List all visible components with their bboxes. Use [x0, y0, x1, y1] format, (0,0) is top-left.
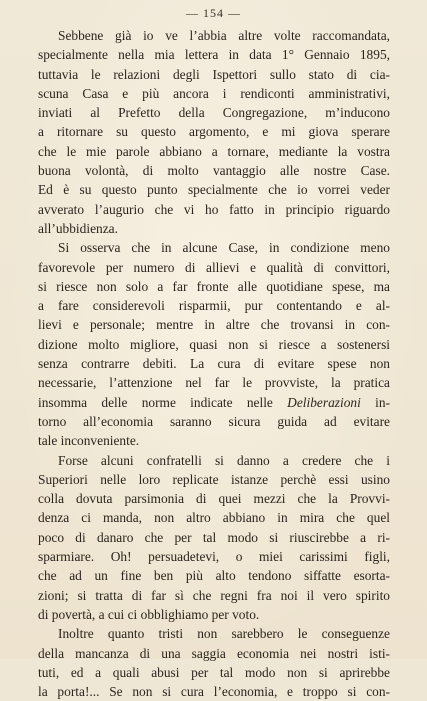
- text-line: Inoltre quanto tristi non sarebbero le conseguenze: [58, 626, 390, 642]
- paragraph-1: [38, 26, 390, 238]
- text-line: tale inconveniente.: [38, 433, 140, 449]
- text-line: colla dovuta parsimonia di quei mezzi che la Provvi-: [38, 491, 390, 507]
- italic-title: Deliberazioni: [287, 394, 361, 410]
- text-line: all’ubbidienza.: [38, 220, 118, 236]
- text-line: tuti, ed a quali abusi per tal modo non si aprirebbe: [38, 664, 390, 680]
- text-line: che le mie parole abbiano a tornare, mediante la vostra: [38, 143, 390, 159]
- text-line: dizione molto migliore, quasi non si riesce a sostenersi: [38, 336, 390, 352]
- text-run: in-: [360, 394, 390, 410]
- paragraph-3: [38, 451, 390, 625]
- text-line: buona volontà, di molto vantaggio alle nostre Case.: [38, 163, 390, 179]
- text-line: di povertà, a cui ci obblighiamo per voto.: [38, 606, 260, 622]
- text-line: Superiori nelle loro replicate istanze perchè essi usino: [38, 471, 390, 487]
- text-line: sparmiare. Oh! persuadetevi, o miei carissimi figli,: [38, 549, 390, 565]
- text-line-mixed: [38, 393, 390, 412]
- text-line: Forse alcuni confratelli si danno a credere che i: [58, 452, 390, 468]
- text-line: si riesce non solo a far fronte alle quotidiane spese, ma: [38, 278, 390, 294]
- text-line: necessarie, l’attenzione nel far le provviste, la pratica: [38, 375, 390, 391]
- text-line: lievi e personale; mentre in altre che trovansi in con-: [38, 317, 390, 333]
- text-run: insomma delle norme indicate nelle: [38, 394, 273, 410]
- page-number: — 154 —: [186, 6, 241, 20]
- body-text: [38, 26, 390, 701]
- text-line: senza contrarre debiti. La cura di evitare spese non: [38, 356, 390, 372]
- text-line: zioni; si tratta di far sì che regni fra noi il vero spirito: [38, 587, 390, 603]
- text-line: denza ci manda, non altro abbiano in mira che quel: [38, 510, 390, 526]
- text-line: avverato l’augurio che vi ho fatto in principio riguardo: [38, 201, 390, 217]
- text-line: a fare considerevoli risparmii, pur contentando e al-: [38, 298, 390, 314]
- text-line: Si osserva che in alcune Case, in condizione meno: [58, 240, 390, 256]
- text-line: inviati al Prefetto della Congregazione, m’inducono: [38, 105, 390, 121]
- text-line: Ed è su questo punto specialmente che io vorrei veder: [38, 182, 390, 198]
- text-line: torno all’economia saranno sicura guida ad evitare: [38, 413, 390, 429]
- text-line: tuttavia le relazioni degli Ispettori sullo stato di cia-: [38, 66, 390, 82]
- paragraph-2: [38, 238, 390, 450]
- text-line: poco di danaro che per tal modo si riuscirebbe a ri-: [38, 529, 390, 545]
- text-line: specialmente nella mia lettera in data 1° Gennaio 1895,: [38, 47, 390, 63]
- text-line: della mancanza di una saggia economia nei nostri isti-: [38, 645, 390, 661]
- text-line: che ad un fine ben più alto tendono siffatte esorta-: [38, 568, 390, 584]
- text-line: a ritornare su questo argomento, e mi giova sperare: [38, 124, 390, 140]
- text-line: scuna Casa e più ancora i rendiconti amministrativi,: [38, 85, 390, 101]
- paragraph-4: [38, 624, 390, 701]
- text-line: Sebbene già io ve l’abbia altre volte raccomandata,: [58, 28, 390, 43]
- text-line: la porta!... Se non si cura l’economia, e troppo si con-: [38, 684, 390, 700]
- text-line: favorevole per numero di allievi e qualità di convittori,: [38, 259, 390, 275]
